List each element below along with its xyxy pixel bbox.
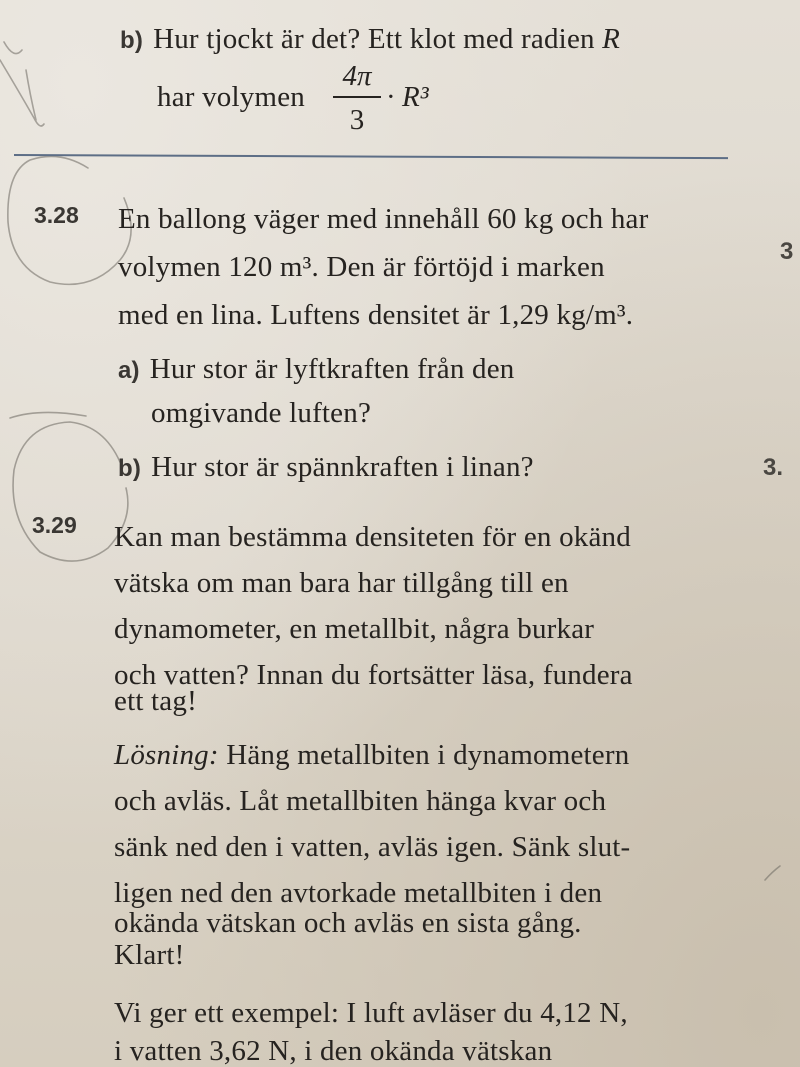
section-divider: [14, 154, 728, 159]
problem-329-line: ett tag!: [114, 685, 197, 717]
pencil-stroke-mid: [10, 412, 86, 418]
problem-328a-text: Hur stor är lyftkraften från den: [149, 353, 515, 385]
margin-number-top: 3: [780, 238, 794, 265]
problem-328a-line1: [118, 352, 514, 388]
problem-number-328: 3.28: [34, 202, 79, 228]
fraction-denominator: 3: [349, 104, 365, 136]
fraction-numerator: 4π: [342, 60, 372, 92]
problem-b-line2: har volymen: [157, 81, 305, 113]
problem-b-text: Hur tjockt är det? Ett klot med radien: [153, 23, 595, 55]
problem-328a-label: a): [118, 357, 140, 384]
solution-line: Klart!: [114, 939, 185, 971]
problem-329-line: dynamometer, en metallbit, några burkar: [114, 613, 595, 645]
problem-328b-line: [118, 450, 534, 486]
solution-line: och avläs. Låt metallbiten hänga kvar och: [114, 785, 607, 817]
problem-328b-label: b): [118, 455, 142, 482]
margin-number-mid: 3.: [763, 454, 784, 481]
problem-329-line: Kan man bestämma densiteten för en okänd: [114, 521, 631, 553]
example-line: i vatten 3,62 N, i den okända vätskan: [114, 1035, 553, 1067]
example-line: Vi ger ett exempel: I luft avläser du 4,12 N,: [114, 997, 628, 1029]
fraction-bar: [333, 96, 381, 98]
pencil-circle-329: [13, 422, 128, 561]
volume-fraction: [333, 60, 381, 136]
solution-line: sänk ned den i vatten, avläs igen. Sänk slut-: [114, 831, 631, 863]
problem-number-329: 3.29: [32, 512, 77, 538]
volume-r-cubed: R³: [402, 81, 429, 113]
problem-b-line1: [120, 22, 620, 58]
solution-line1: [114, 738, 629, 772]
problem-328-line: En ballong väger med innehåll 60 kg och har: [118, 203, 649, 235]
problem-328a-line2: omgivande luften?: [151, 397, 372, 429]
solution-label: Lösning:: [114, 739, 219, 771]
pencil-check-mark: [0, 42, 44, 126]
problem-328-line: volymen 120 m³. Den är förtöjd i marken: [118, 251, 605, 283]
problem-329-line: vätska om man bara har tillgång till en: [114, 567, 569, 599]
solution-line: okända vätskan och avläs en sista gång.: [114, 907, 582, 939]
pencil-tick-right: [765, 866, 780, 880]
problem-b-var-r: R: [602, 23, 621, 55]
problem-b-label: b): [120, 27, 144, 54]
problem-328b-text: Hur stor är spännkraften i linan?: [151, 451, 534, 483]
solution-line: ligen ned den avtorkade metallbiten i den: [114, 877, 603, 909]
problem-328-line: med en lina. Luftens densitet är 1,29 kg/m³.: [118, 299, 634, 331]
volume-dot: ·: [386, 81, 396, 113]
problem-329-line: och vatten? Innan du fortsätter läsa, fundera: [114, 659, 633, 691]
solution-text: Häng metallbiten i dynamometern: [226, 739, 630, 771]
